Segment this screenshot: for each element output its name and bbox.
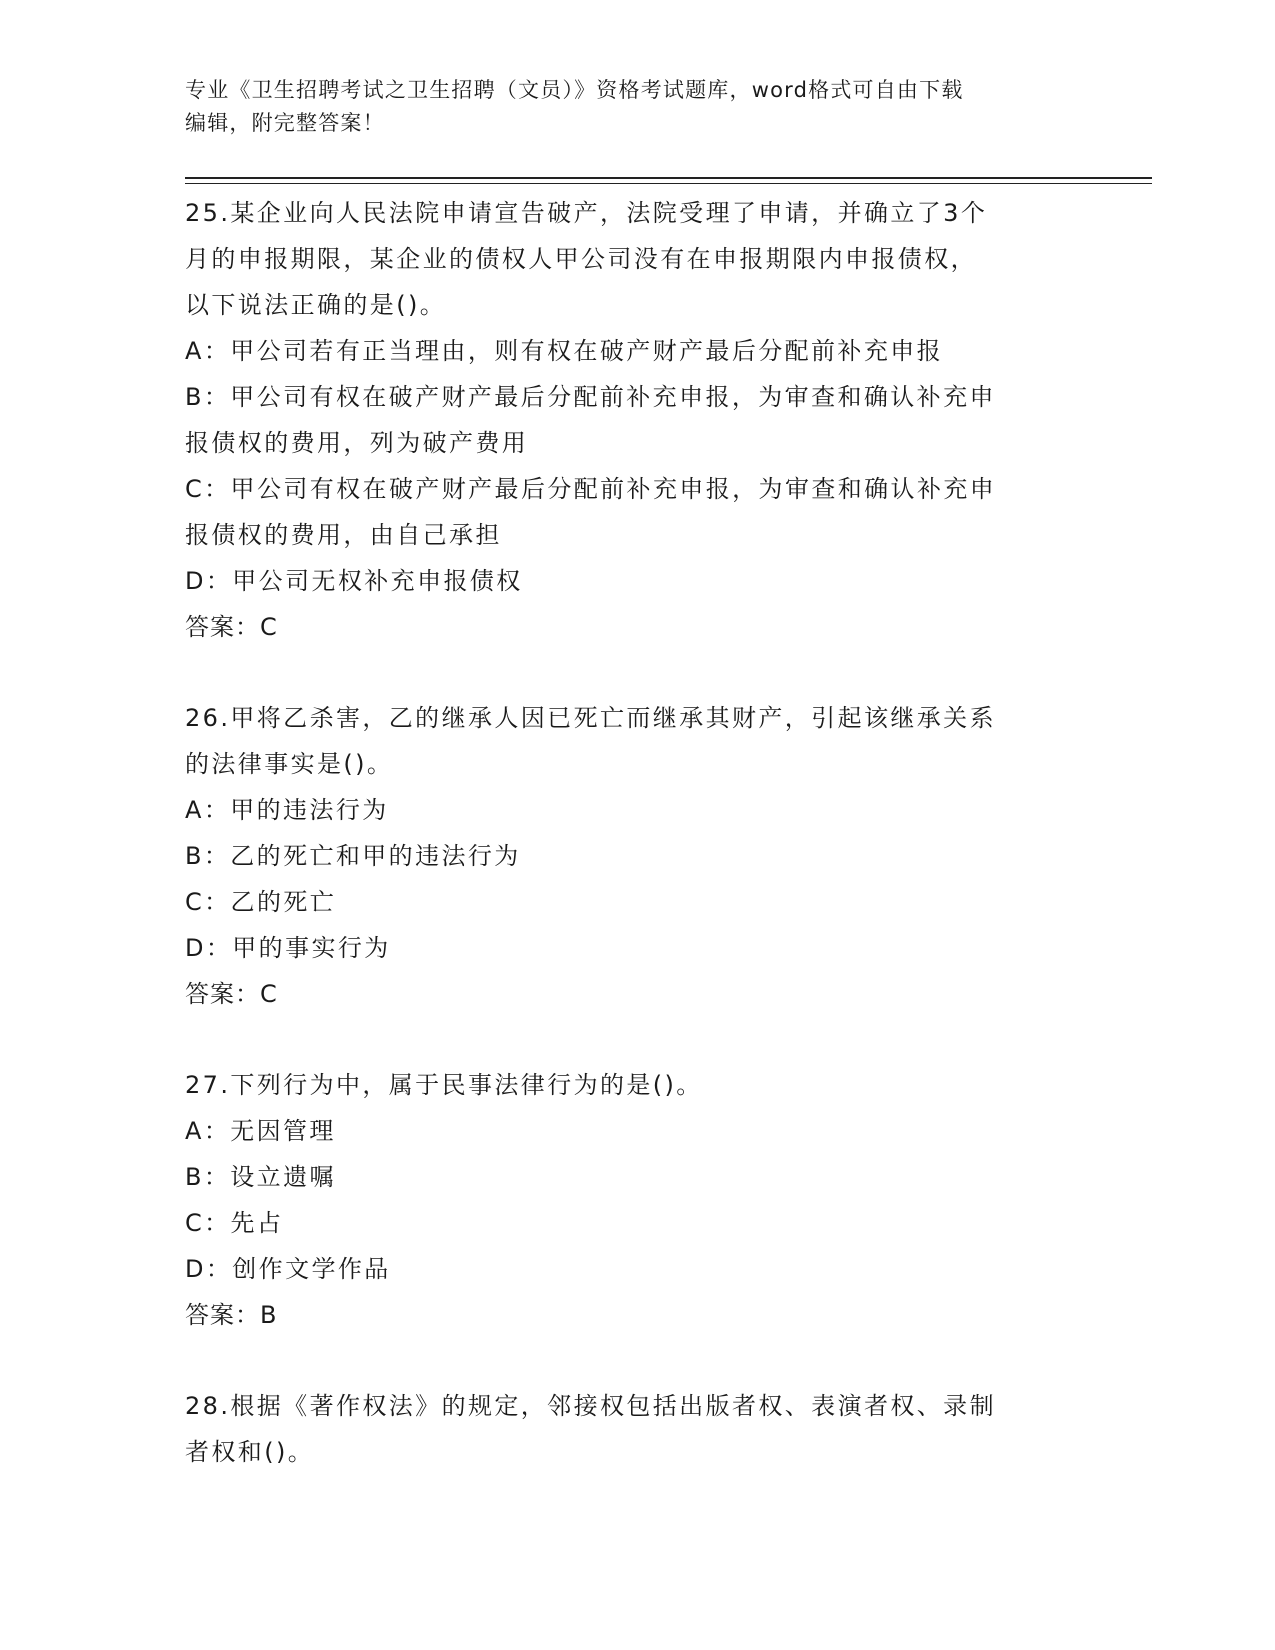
question-block <box>185 190 1085 650</box>
question-stem-line: 月的申报期限，某企业的债权人甲公司没有在申报期限内申报债权， <box>185 245 977 273</box>
question-stem-line: 27.下列行为中，属于民事法律行为的是()。 <box>185 1071 703 1099</box>
option-line: A：无因管理 <box>185 1117 336 1145</box>
option-line: A：甲的违法行为 <box>185 796 389 824</box>
option-line: 报债权的费用，列为破产费用 <box>185 429 529 457</box>
answer-line: 答案：C <box>185 980 278 1008</box>
question-stem-line: 的法律事实是()。 <box>185 750 394 778</box>
answer-line: 答案：C <box>185 613 278 641</box>
question-stem-line: 25.某企业向人民法院申请宣告破产，法院受理了申请，并确立了3个 <box>185 199 988 227</box>
question-block <box>185 695 1085 1017</box>
question-stem-line: 26.甲将乙杀害，乙的继承人因已死亡而继承其财产，引起该继承关系 <box>185 704 996 732</box>
question-stem-line: 28.根据《著作权法》的规定，邻接权包括出版者权、表演者权、录制 <box>185 1392 996 1420</box>
option-line: B：设立遗嘱 <box>185 1163 336 1191</box>
question-list <box>185 190 1085 1520</box>
option-line: C：先占 <box>185 1209 284 1237</box>
option-line: D：甲的事实行为 <box>185 934 391 962</box>
header-line-1: 专业《卫生招聘考试之卫生招聘（文员）》资格考试题库，word格式可自由下载 <box>185 78 964 102</box>
question-block <box>185 1383 1085 1475</box>
option-line: B：甲公司有权在破产财产最后分配前补充申报，为审查和确认补充申 <box>185 383 996 411</box>
option-line: A：甲公司若有正当理由，则有权在破产财产最后分配前补充申报 <box>185 337 944 365</box>
question-block <box>185 1062 1085 1338</box>
option-line: C：甲公司有权在破产财产最后分配前补充申报，为审查和确认补充申 <box>185 475 997 503</box>
document-header <box>185 74 1085 140</box>
question-stem-line: 以下说法正确的是()。 <box>185 291 447 319</box>
header-line-2: 编辑，附完整答案！ <box>185 111 385 135</box>
question-stem-line: 者权和()。 <box>185 1438 315 1466</box>
header-divider-thin <box>185 183 1152 184</box>
answer-line: 答案：B <box>185 1301 278 1329</box>
option-line: B：乙的死亡和甲的违法行为 <box>185 842 521 870</box>
option-line: D：甲公司无权补充申报债权 <box>185 567 523 595</box>
option-line: C：乙的死亡 <box>185 888 337 916</box>
option-line: 报债权的费用，由自己承担 <box>185 521 502 549</box>
option-line: D：创作文学作品 <box>185 1255 391 1283</box>
header-divider-thick <box>185 177 1152 179</box>
